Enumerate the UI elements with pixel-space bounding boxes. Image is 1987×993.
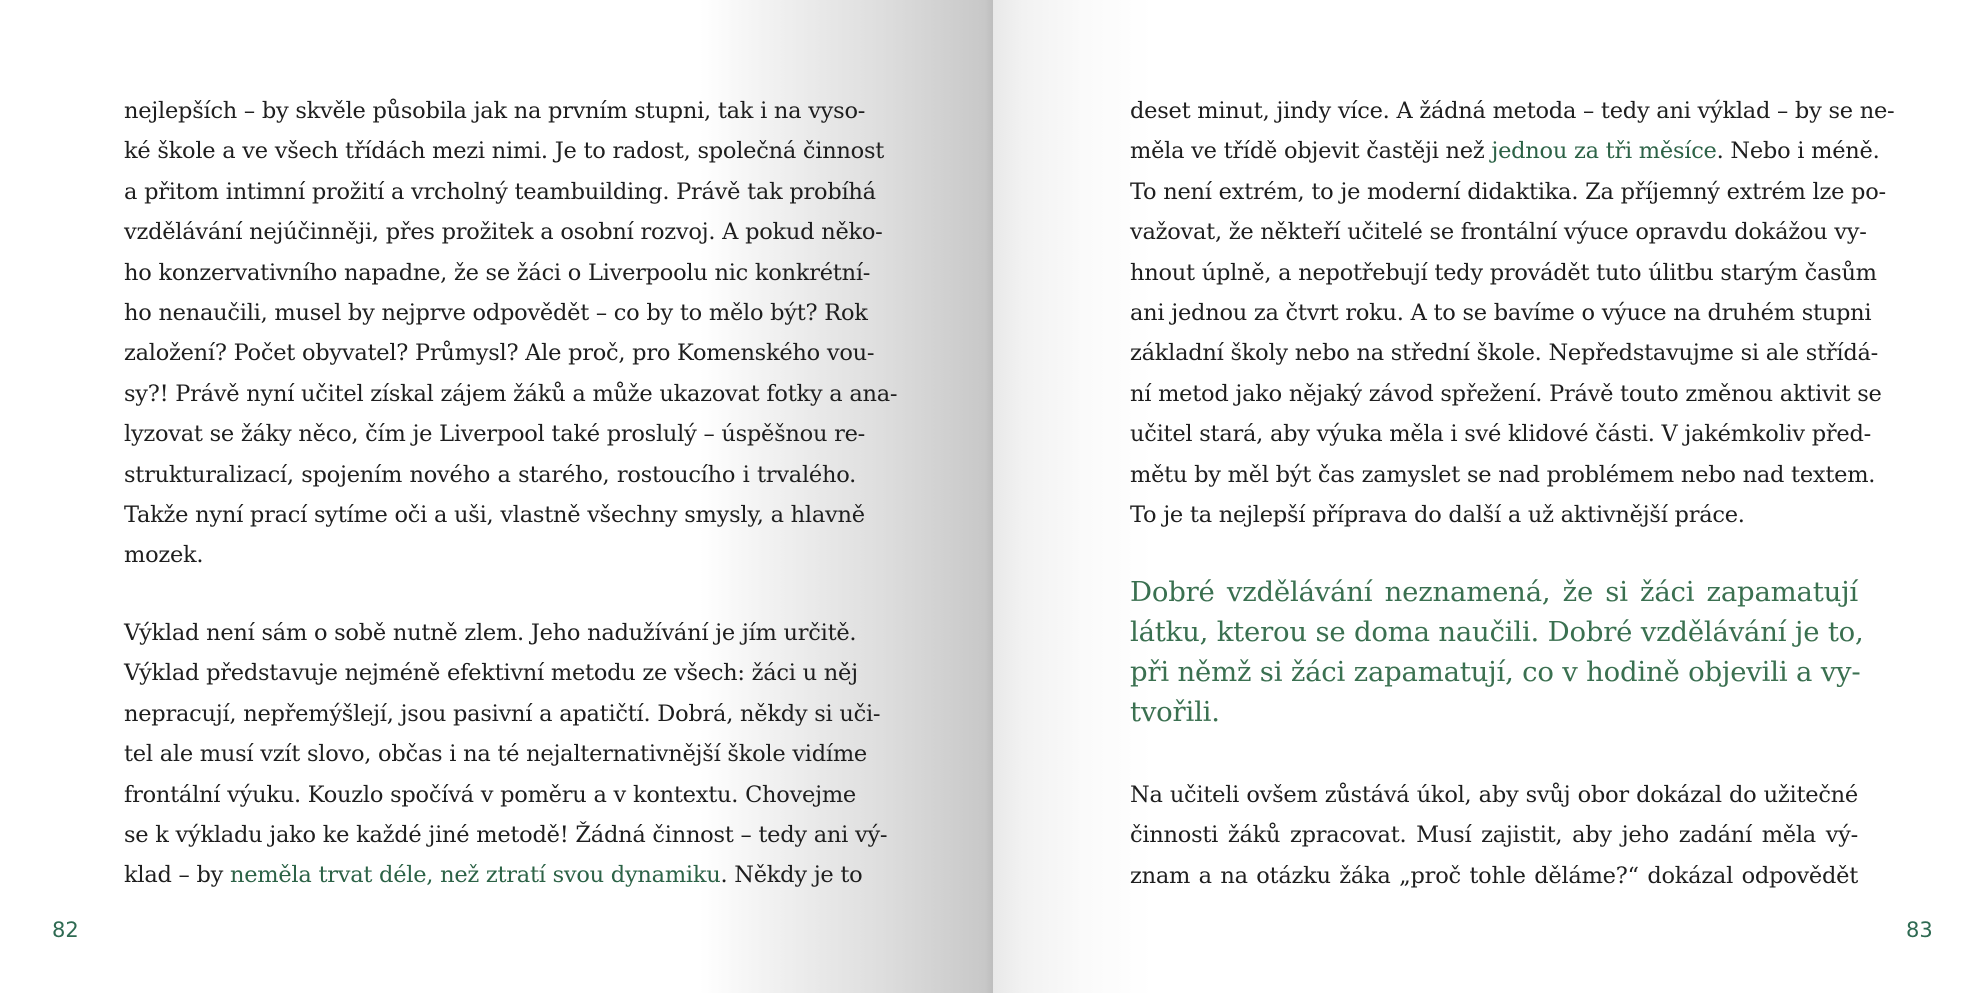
text-line: Takže nyní prací sytíme oči a uši, vlastně všechny smysly, a hlavně (124, 501, 865, 528)
text-line: se k výkladu jako ke každé jiné metodě! Žádná činnost – tedy ani vý- (124, 821, 888, 848)
text-line: mětu by měl být čas zamyslet se nad problémem nebo nad textem. (1130, 461, 1876, 488)
quote-line: tvořili. (1130, 696, 1220, 728)
page-number-right: 83 (1906, 918, 1933, 942)
pull-quote (1130, 572, 1864, 732)
text-line: založení? Počet obyvatel? Průmysl? Ale proč, pro Komenského vou- (124, 340, 875, 367)
text-line: Výklad není sám o sobě nutně zlem. Jeho nadužívání je jím určitě. (124, 620, 857, 646)
quote-line: při němž si žáci zapamatují, co v hodině objevili a vy- (1130, 656, 1861, 688)
quote-line: látku, kterou se doma naučili. Dobré vzdělávání je to, (1130, 616, 1864, 648)
text-line: ani jednou za čtvrt roku. A to se bavíme o výuce na druhém stupni (1130, 299, 1872, 326)
text-line: sy?! Právě nyní učitel získal zájem žáků a může ukazovat fotky a ana- (124, 380, 898, 407)
text-line: tel ale musí vzít slovo, občas i na té nejalternativnější škole vidíme (124, 741, 867, 768)
text-line: mozek. (124, 542, 204, 569)
text-line: vzdělávání nejúčinněji, přes prožitek a osobní rozvoj. A pokud něko- (124, 219, 883, 246)
text-line: nepracují, nepřemýšlejí, jsou pasivní a apatičtí. Dobrá, někdy si uči- (124, 700, 881, 727)
text-line: Na učiteli ovšem zůstává úkol, aby svůj obor dokázal do užitečné (1130, 782, 1858, 808)
text-line: važovat, že někteří učitelé se frontální výuce opravdu dokážou vy- (1130, 219, 1867, 246)
text-line: frontální výuku. Kouzlo spočívá v poměru a v kontextu. Chovejme (124, 781, 856, 808)
text-segment: . Někdy je to (720, 862, 863, 889)
left-paragraph-2 (124, 613, 888, 896)
text-segment: měla ve třídě objevit častěji než (1130, 138, 1492, 165)
text-line: znam a na otázku žáka „proč tohle děláme?“ dokázal odpovědět (1130, 862, 1858, 889)
text-line (124, 855, 863, 895)
left-page (0, 0, 993, 993)
right-page (993, 0, 1987, 993)
text-segment: . Nebo i méně. (1716, 138, 1880, 165)
text-line: činnosti žáků zpracovat. Musí zajistit, aby jeho zadání měla vý- (1130, 822, 1858, 849)
text-line: ho nenaučili, musel by nejprve odpovědět – co by to mělo být? Rok (124, 299, 868, 326)
text-line: strukturalizací, spojením nového a starého, rostoucího i trvalého. (124, 461, 856, 488)
highlighted-phrase: jednou za tři měsíce (1491, 138, 1717, 165)
text-segment: klad – by (124, 862, 230, 889)
text-line: nejlepších – by skvěle působila jak na prvním stupni, tak i na vyso- (124, 98, 866, 124)
text-line: a přitom intimní prožití a vrcholný teambuilding. Právě tak probíhá (124, 178, 876, 205)
text-line (1130, 131, 1880, 171)
text-line: Výklad představuje nejméně efektivní metodu ze všech: žáci u něj (124, 660, 858, 687)
text-line: ní metod jako nějaký závod spřežení. Právě touto změnou aktivit se (1130, 380, 1882, 407)
text-line: lyzovat se žáky něco, čím je Liverpool také proslulý – úspěšnou re- (124, 421, 866, 448)
quote-line: Dobré vzdělávání neznamená, že si žáci zapamatují (1130, 576, 1858, 608)
right-paragraph-2 (1130, 775, 1858, 896)
text-line: To není extrém, to je moderní didaktika. Za příjemný extrém lze po- (1130, 178, 1886, 205)
text-line: ké škole a ve všech třídách mezi nimi. Je to radost, společná činnost (124, 138, 885, 165)
text-line: učitel stará, aby výuka měla i své klidové části. V jakémkoliv před- (1130, 421, 1872, 448)
page-number-left: 82 (52, 918, 79, 942)
text-line: základní školy nebo na střední škole. Nepředstavujme si ale střídá- (1130, 340, 1878, 367)
left-paragraph-1 (124, 91, 898, 576)
highlighted-phrase: neměla trvat déle, než ztratí svou dynamiku (229, 862, 721, 889)
text-line: deset minut, jindy více. A žádná metoda – tedy ani výklad – by se ne- (1130, 98, 1895, 124)
text-line: To je ta nejlepší příprava do další a už aktivnější práce. (1130, 501, 1745, 528)
right-paragraph-1 (1130, 91, 1895, 535)
text-line: ho konzervativního napadne, že se žáci o Liverpoolu nic konkrétní- (124, 259, 871, 286)
text-line: hnout úplně, a nepotřebují tedy provádět tuto úlitbu starým časům (1130, 259, 1877, 286)
